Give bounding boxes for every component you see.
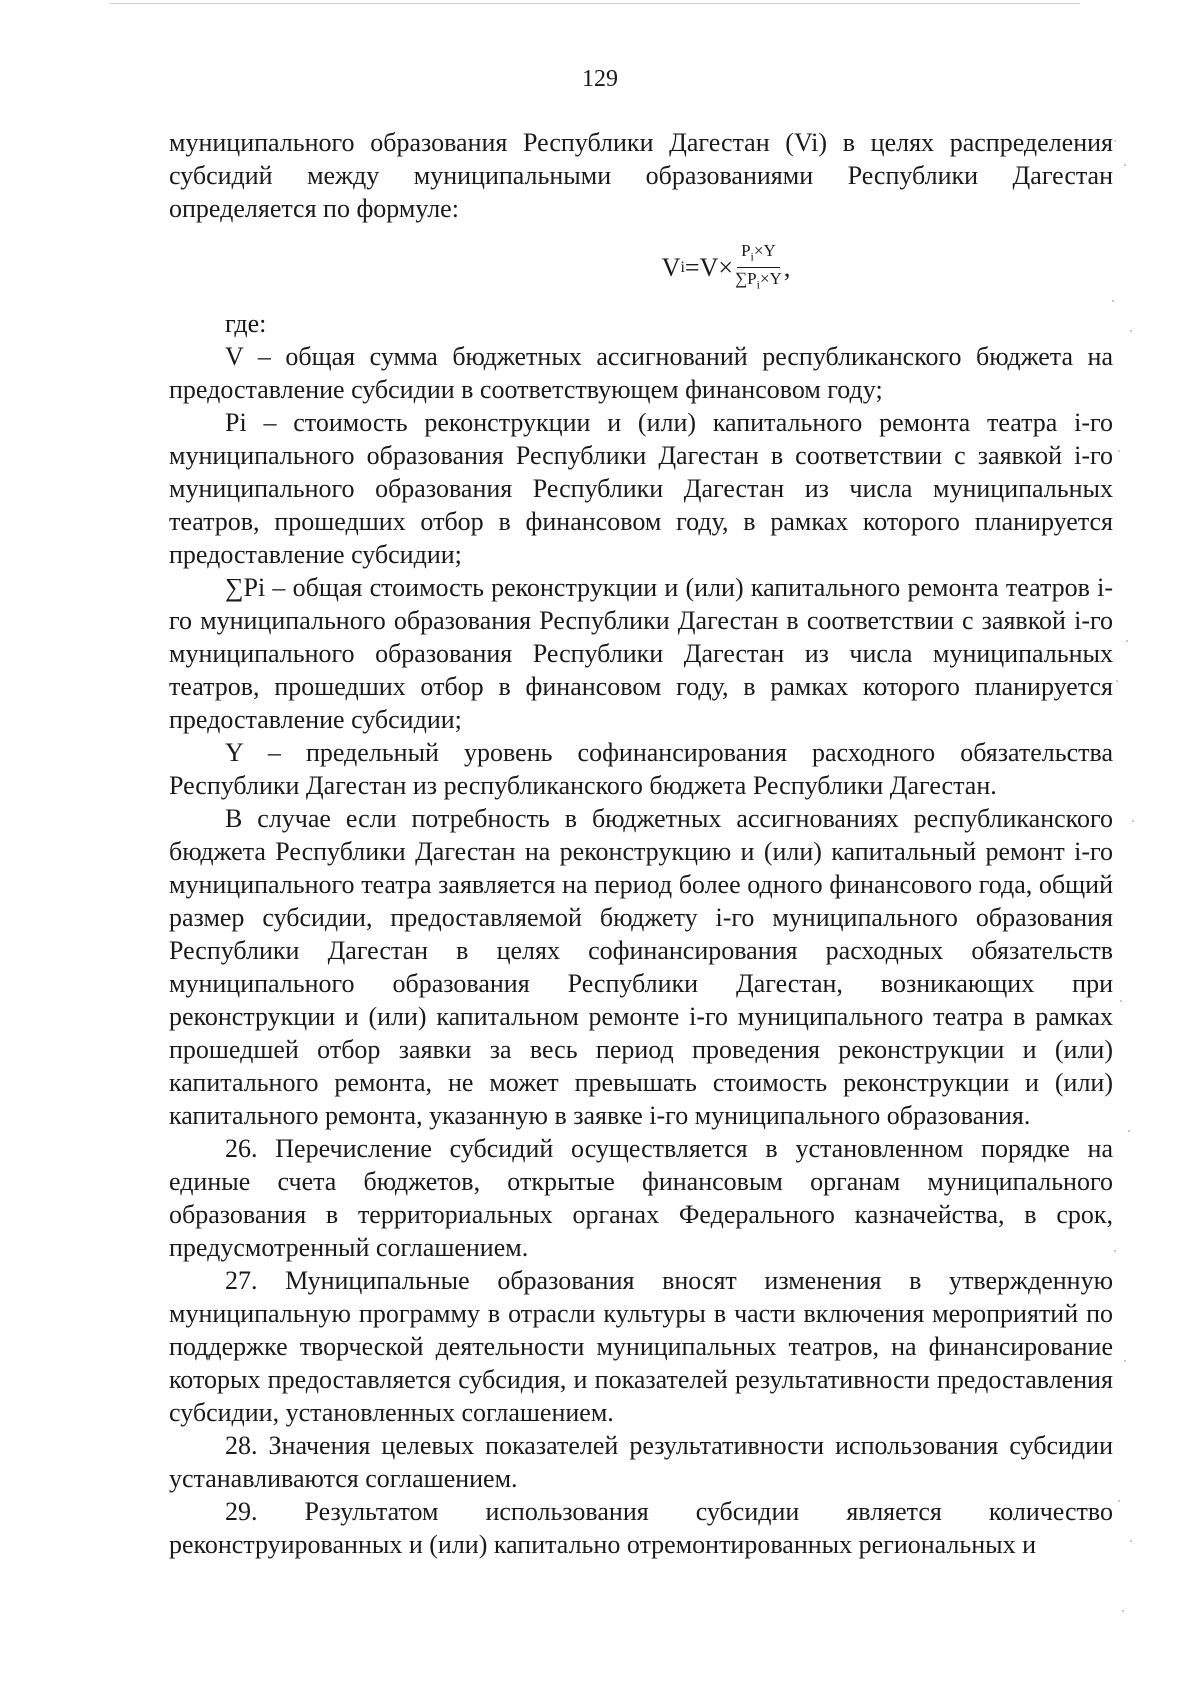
- page-edge-line: [110, 3, 1080, 4]
- denominator-rest: ×Y: [759, 269, 782, 289]
- scan-speck: [1132, 820, 1134, 822]
- scan-noise: [1110, 120, 1140, 1620]
- scan-speck: [1122, 1610, 1124, 1612]
- paragraph-27: 27. Муниципальные образования вносят изменения в утвержденную муниципальную программу в отрасли культуры в части включения мероприятий по поддержке творческой деятельности муниципальных театров, на финансирование которых предоставляется субсидия, и показателей результативности предоставления субсидии, установленных соглашением.: [169, 1266, 1113, 1427]
- scan-speck: [1124, 164, 1126, 166]
- scan-speck: [1116, 680, 1118, 682]
- formula-lhs: V: [661, 253, 681, 283]
- scan-speck: [1118, 1500, 1120, 1502]
- formula-trailing: ,: [783, 253, 791, 283]
- paragraph-pi: Pi – стоимость реконструкции и (или) капитального ремонта театра i-го муниципального образования Республики Дагестан в соответствии с заявкой i-го муниципального образования Республики Дагестан из числа муниципальных театров, прошедших отбор в финансовом году, в рамках которого планируется предоставление субсидии;: [169, 408, 1113, 569]
- formula-lhs-sub: i: [680, 259, 685, 277]
- scan-speck: [1128, 1130, 1130, 1132]
- scan-speck: [1130, 1540, 1132, 1542]
- paragraph-29: 29. Результатом использования субсидии является количество реконструированных и (или) капитально отремонтированных региональных и: [169, 1497, 1113, 1559]
- scan-speck: [1130, 330, 1132, 332]
- scan-speck: [1124, 1360, 1126, 1362]
- denominator-sub: i: [756, 277, 760, 292]
- paragraph-28: 28. Значения целевых показателей результативности использования субсидии устанавливаются соглашением.: [169, 1431, 1113, 1493]
- formula-expression: [662, 241, 791, 295]
- formula-denominator: [735, 268, 782, 294]
- document-body: [169, 126, 1113, 1561]
- numerator-p: P: [741, 241, 751, 260]
- paragraph-case: В случае если потребность в бюджетных ассигнованиях республиканского бюджета Республики Дагестан на реконструкцию и (или) капитальный ремонт i-го муниципального театра заявляется на период более одного финансового года, общий размер субсидии, предоставляемой бюджету i-го муниципального образования Республики Дагестан в целях софинансирования расходных обязательств муниципального образования Республики Дагестан, возникающих при реконструкции и (или) капитальном ремонте i-го муниципального театра в рамках прошедшей отбор заявки за весь период проведения реконструкции и (или) капитального ремонта, не может превышать стоимость реконструкции и (или) капитального ремонта, указанную в заявке i-го муниципального образования.: [169, 804, 1113, 1130]
- scan-speck: [1112, 300, 1114, 302]
- paragraph-intro: муниципального образования Республики Дагестан (Vi) в целях распределения субсидий между муниципальными образованиями Республики Дагестан определяется по формуле:: [169, 128, 1113, 223]
- paragraph-26: 26. Перечисление субсидий осуществляется в установленном порядке на единые счета бюджетов, открытые финансовым органам муниципального образования в территориальных органах Федерального казначейства, в срок, предусмотренный соглашением.: [169, 1134, 1113, 1262]
- formula-numerator: [737, 241, 780, 268]
- scan-speck: [1114, 1250, 1116, 1252]
- paragraph-v: V – общая сумма бюджетных ассигнований республиканского бюджета на предоставление субсидии в соответствующем финансовом году;: [169, 342, 1113, 404]
- formula-eq: =V×: [684, 253, 734, 283]
- scan-speck: [1126, 640, 1128, 642]
- paragraph-where: где:: [225, 309, 267, 338]
- paragraph-y: Y – предельный уровень софинансирования расходного обязательства Республики Дагестан из республиканского бюджета Республики Дагестан.: [169, 738, 1113, 800]
- scan-speck: [1118, 450, 1120, 452]
- denominator-sum: ∑P: [735, 269, 757, 289]
- paragraph-sum-pi: ∑Pi – общая стоимость реконструкции и (или) капитального ремонта театров i-го муниципального образования Республики Дагестан в соответствии с заявкой i-го муниципального образования Республики Дагестан из числа муниципальных театров, прошедших отбор в финансовом году, в рамках которого планируется предоставление субсидии;: [169, 573, 1113, 734]
- scan-speck: [1120, 1000, 1122, 1002]
- formula-fraction: [735, 241, 782, 295]
- scan-speck: [1114, 140, 1116, 142]
- formula: [169, 241, 1113, 303]
- numerator-rest: ×Y: [753, 241, 776, 260]
- numerator-sub: i: [750, 249, 754, 264]
- page-number: 129: [582, 66, 618, 92]
